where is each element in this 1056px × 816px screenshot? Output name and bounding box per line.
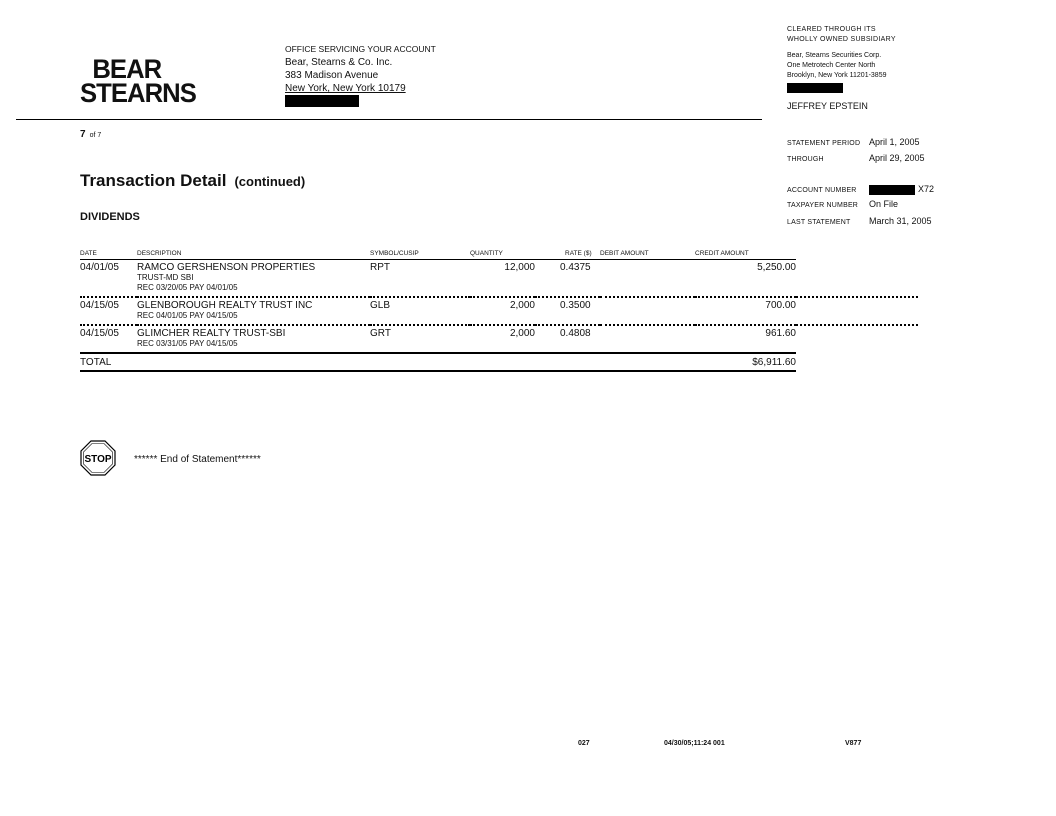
footer-version: V877	[845, 740, 862, 747]
office-address-1: 383 Madison Avenue	[285, 70, 379, 81]
column-header-quantity: QUANTITY	[470, 250, 535, 260]
statement-period: STATEMENT PERIOD April 1, 2005	[787, 137, 920, 147]
table-header-row	[80, 250, 918, 260]
bear-stearns-logo: BEAR STEARNS	[80, 54, 196, 108]
office-heading: OFFICE SERVICING YOUR ACCOUNT	[285, 44, 436, 54]
footer-timestamp: 04/30/05;11:24 001	[664, 740, 725, 747]
account-number: ACCOUNT NUMBER X72	[787, 184, 935, 194]
total-value: $6,911.60	[695, 353, 796, 371]
transaction-table	[80, 250, 918, 372]
section-heading: DIVIDENDS	[80, 211, 140, 223]
footer-code: 027	[578, 740, 590, 747]
clearing-name: Bear, Stearns Securities Corp.	[787, 52, 882, 59]
svg-text:STOP: STOP	[84, 454, 112, 465]
column-header-credit: CREDIT AMOUNT	[695, 250, 796, 260]
table-row: 04/15/05 GLIMCHER REALTY TRUST-SBI REC 03/31/05 PAY 04/15/05 GRT 2,000 0.4808 961.60	[80, 325, 918, 353]
client-name: JEFFREY EPSTEIN	[787, 101, 868, 111]
clearing-heading: CLEARED THROUGH ITS WHOLLY OWNED SUBSIDIARY	[787, 26, 896, 43]
table-row: 04/01/05 RAMCO GERSHENSON PROPERTIES TRUST-MD SBI REC 03/20/05 PAY 04/01/05 RPT 12,000 0.4375 5,250.00	[80, 260, 918, 298]
redacted-block	[285, 95, 359, 107]
clearing-address-1: One Metrotech Center North	[787, 62, 876, 69]
clearing-address-2: Brooklyn, New York 11201-3859	[787, 72, 887, 79]
column-header-debit: DEBIT AMOUNT	[600, 250, 695, 260]
total-label: TOTAL	[80, 353, 695, 371]
office-address-2: New York, New York 10179	[285, 83, 406, 94]
redacted-block	[869, 185, 915, 195]
header-rule	[16, 119, 762, 120]
table-total-row	[80, 353, 918, 371]
column-header-description: DESCRIPTION	[137, 250, 370, 260]
office-name: Bear, Stearns & Co. Inc.	[285, 57, 393, 68]
end-of-statement: ****** End of Statement******	[134, 454, 261, 465]
column-header-rate: RATE ($)	[535, 250, 600, 260]
column-header-symbol: SYMBOL/CUSIP	[370, 250, 470, 260]
table-row: 04/15/05 GLENBOROUGH REALTY TRUST INC REC 04/01/05 PAY 04/15/05 GLB 2,000 0.3500 700.00	[80, 297, 918, 325]
redacted-block	[787, 83, 843, 93]
last-statement: LAST STATEMENT March 31, 2005	[787, 216, 932, 226]
taxpayer-number: TAXPAYER NUMBER On File	[787, 199, 899, 209]
office-address-block	[285, 43, 436, 111]
clearing-address-block	[787, 51, 887, 97]
page-title: Transaction Detail (continued)	[80, 171, 306, 190]
statement-through: THROUGH April 29, 2005	[787, 153, 925, 163]
page-number: 7 of 7	[80, 129, 102, 140]
stop-sign-icon	[80, 440, 116, 476]
column-header-date: DATE	[80, 250, 137, 260]
